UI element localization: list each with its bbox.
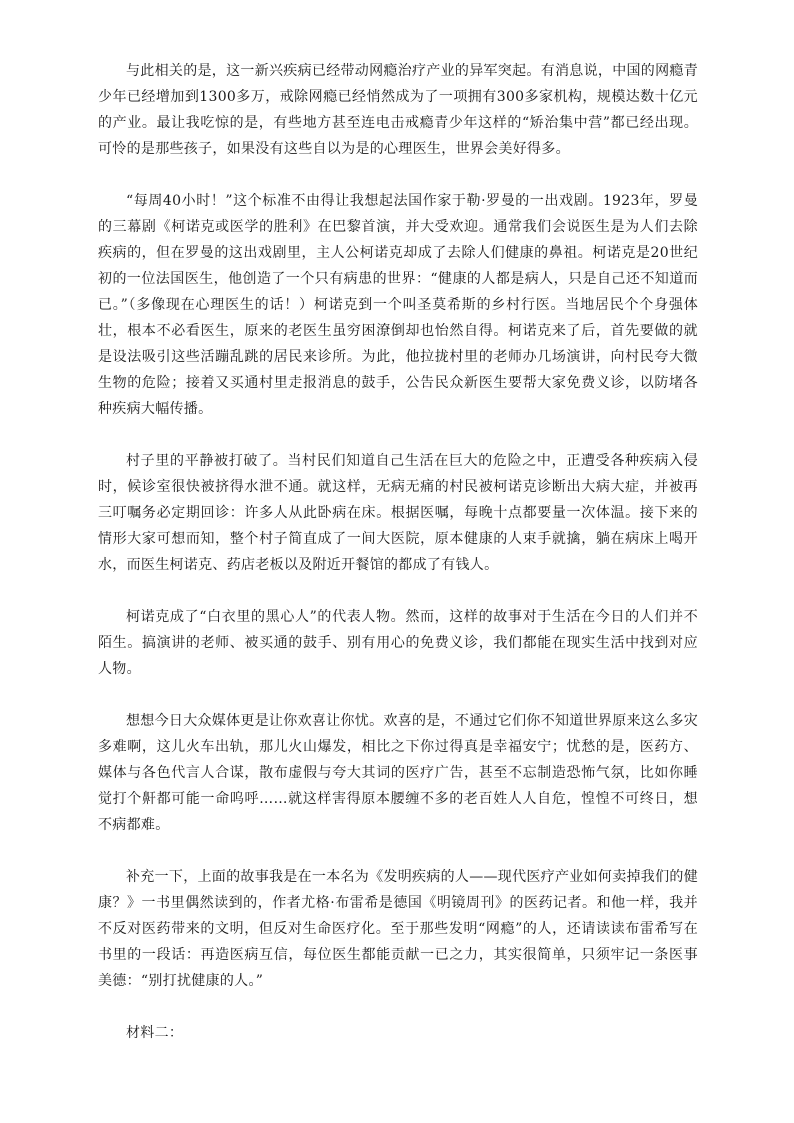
- section-heading-material-2: 材料二：: [126, 1025, 184, 1041]
- article-body: [98, 58, 698, 1046]
- paragraph-1: 与此相关的是，这一新兴疾病已经带动网瘾治疗产业的异军突起。有消息说，中国的网瘾青少年已经增加到1300多万，戒除网瘾已经悄然成为了一项拥有300多家机构，规模达数十亿元的产业。最让我吃惊的是，有些地方甚至连电击戒瘾青少年这样的“矫治集中营”都已经出现。可怜的是那些孩子，如果没有这些自以为是的心理医生，世界会美好得多。: [98, 63, 698, 157]
- paragraph-6: 补充一下，上面的故事我是在一本名为《发明疾病的人——现代医疗产业如何卖掉我们的健康？》一书里偶然读到的，作者尤格·布雷希是德国《明镜周刊》的医药记者。和他一样，我并不反对医药带来的文明，但反对生命医疗化。至于那些发明“网瘾”的人，还请读读布雷希写在书里的一段话：再造医病互信，每位医生都能贡献一已之力，其实很简单，只须牢记一条医事美德：“别打扰健康的人。”: [98, 869, 698, 989]
- paragraph-5: 想想今日大众媒体更是让你欢喜让你忧。欢喜的是，不通过它们你不知道世界原来这么多灾多难啊，这儿火车出轨，那儿火山爆发，相比之下你过得真是幸福安宁；忧愁的是，医药方、媒体与各色代言人合谋，散布虚假与夸大其词的医疗广告，甚至不忘制造恐怖气氛，比如你睡觉打个鼾都可能一命呜呼……就这样害得原本腰缠不多的老百姓人人自危，惶惶不可终日，想不病都难。: [98, 713, 698, 833]
- paragraph-3: 村子里的平静被打破了。当村民们知道自己生活在巨大的危险之中，正遭受各种疾病入侵时，候诊室很快被挤得水泄不通。就这样，无病无痛的村民被柯诺克诊断出大病大症，并被再三叮嘱务必定期回诊：许多人从此卧病在床。根据医嘱，每晚十点都要量一次体温。接下来的情形大家可想而知，整个村子简直成了一间大医院，原本健康的人束手就擒，躺在病床上喝开水，而医生柯诺克、药店老板以及附近开餐馆的都成了有钱人。: [98, 453, 698, 573]
- paragraph-4: 柯诺克成了“白衣里的黑心人”的代表人物。然而，这样的故事对于生活在今日的人们并不陌生。搞演讲的老师、被买通的鼓手、别有用心的免费义诊，我们都能在现实生活中找到对应人物。: [98, 609, 698, 677]
- paragraph-2: “每周40小时！”这个标准不由得让我想起法国作家于勒·罗曼的一出戏剧。1923年，罗曼的三幕剧《柯诺克或医学的胜利》在巴黎首演，并大受欢迎。通常我们会说医生是为人们去除疾病的，但在罗曼的这出戏剧里，主人公柯诺克却成了去除人们健康的鼻祖。柯诺克是20世纪初的一位法国医生，他创造了一个只有病患的世界：“健康的人都是病人，只是自己还不知道而已。”（多像现在心理医生的话！）柯诺克到一个叫圣莫希斯的乡村行医。当地居民个个身强体壮，根本不必看医生，原来的老医生虽穷困潦倒却也怡然自得。柯诺克来了后，首先要做的就是设法吸引这些活蹦乱跳的居民来诊所。为此，他拉拢村里的老师办几场演讲，向村民夸大微生物的危险；接着又买通村里走报消息的鼓手，公告民众新医生要帮大家免费义诊，以防堵各种疾病大幅传播。: [98, 193, 698, 417]
